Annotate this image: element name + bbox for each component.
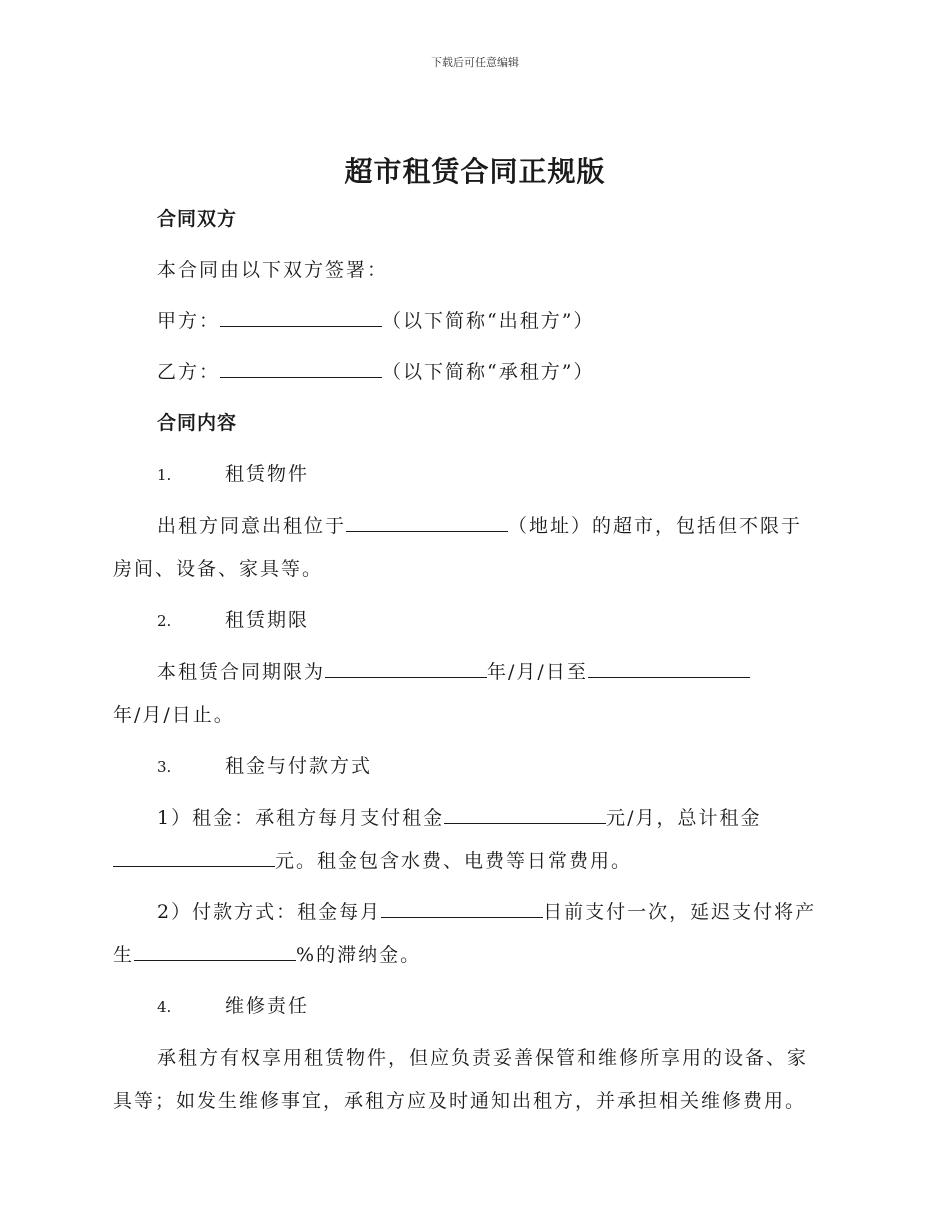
party-b-label: 乙方： <box>157 361 221 383</box>
clause-2-heading <box>157 599 833 643</box>
late-fee-blank[interactable] <box>134 938 296 961</box>
page-header: 下载后可任意编辑 <box>431 56 519 69</box>
text-fragment: 生 <box>113 944 135 966</box>
party-a-line <box>113 300 833 343</box>
clause-title: 维修责任 <box>225 995 310 1017</box>
text-fragment: 1）租金：承租方每月支付租金 <box>157 807 445 829</box>
party-b-blank[interactable] <box>220 355 382 378</box>
clause-4-text-cont: 具等；如发生维修事宜，承租方应及时通知出租方，并承担相关维修费用。 <box>113 1090 807 1112</box>
total-rent-blank[interactable] <box>113 844 275 867</box>
clause-title: 租赁物件 <box>225 463 310 485</box>
text-fragment: %的滞纳金。 <box>296 944 422 966</box>
end-date-blank[interactable] <box>588 655 750 678</box>
address-blank[interactable] <box>346 509 508 532</box>
text-fragment: 2）付款方式：租金每月 <box>157 901 382 923</box>
clause-1-heading <box>157 453 833 497</box>
monthly-rent-blank[interactable] <box>444 801 606 824</box>
clause-title: 租金与付款方式 <box>225 755 373 777</box>
party-a-suffix: （以下简称“出租方”） <box>382 310 595 332</box>
text-fragment: 出租方同意出租位于 <box>157 515 347 537</box>
clause-3-heading <box>157 745 833 789</box>
text-fragment: 年/月/日至 <box>487 661 588 683</box>
section-heading-content: 合同内容 <box>157 412 238 434</box>
rent-line <box>113 797 833 840</box>
clause-4-text: 承租方有权享用租赁物件，但应负责妥善保管和维修所享用的设备、家 <box>157 1047 809 1069</box>
payment-day-blank[interactable] <box>381 895 543 918</box>
party-a-label: 甲方： <box>157 310 221 332</box>
parties-intro: 本合同由以下双方签署： <box>157 259 389 281</box>
clause-2-text <box>113 651 833 694</box>
party-b-line <box>113 351 833 394</box>
document-title: 超市租赁合同正规版 <box>344 155 606 188</box>
party-a-blank[interactable] <box>220 304 382 327</box>
text-fragment: 本租赁合同期限为 <box>157 661 326 683</box>
text-fragment: 元/月，总计租金 <box>606 807 762 829</box>
clause-number: 1. <box>157 466 172 484</box>
clause-2-text-cont: 年/月/日止。 <box>113 704 235 726</box>
clause-1-text <box>113 505 833 548</box>
clause-number: 4. <box>157 998 172 1016</box>
rent-line-cont <box>113 840 833 883</box>
clause-4-heading <box>157 985 833 1029</box>
section-heading-parties: 合同双方 <box>157 208 238 230</box>
party-b-suffix: （以下简称“承租方”） <box>382 361 595 383</box>
payment-line-cont <box>113 934 833 977</box>
start-date-blank[interactable] <box>325 655 487 678</box>
payment-line <box>113 891 833 934</box>
text-fragment: （地址）的超市，包括但不限于 <box>508 515 803 537</box>
clause-number: 3. <box>157 758 172 776</box>
text-fragment: 日前支付一次，延迟支付将产 <box>543 901 817 923</box>
text-fragment: 元。租金包含水费、电费等日常费用。 <box>275 850 633 872</box>
document-body <box>113 198 833 1123</box>
clause-number: 2. <box>157 612 172 630</box>
clause-1-text-cont: 房间、设备、家具等。 <box>113 558 324 580</box>
clause-title: 租赁期限 <box>225 609 310 631</box>
